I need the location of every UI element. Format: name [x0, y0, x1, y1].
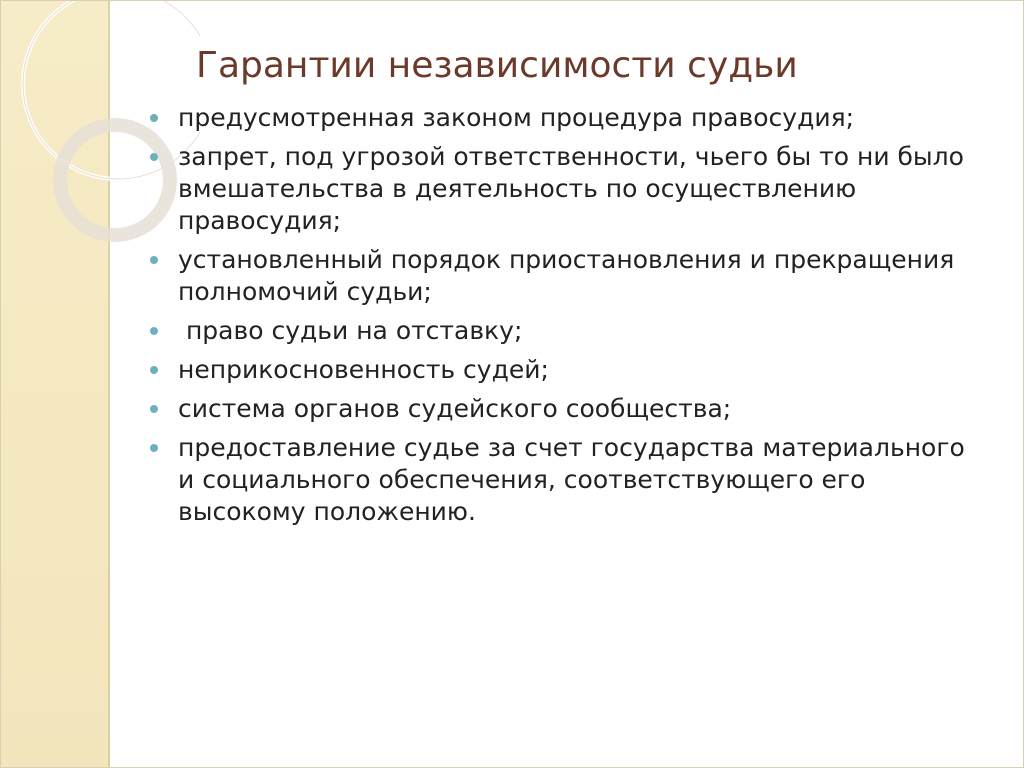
- list-item-text: неприкосновенность судей;: [178, 355, 549, 384]
- list-item-text: предусмотренная законом процедура правосудия;: [178, 103, 855, 132]
- list-item: [150, 393, 970, 425]
- list-item-text: право судьи на отставку;: [178, 316, 523, 345]
- bullet-dot-icon: [150, 366, 158, 374]
- slide-title: Гарантии независимости судьи: [196, 45, 798, 86]
- bullet-list: [150, 102, 970, 535]
- list-item: [150, 354, 970, 386]
- list-item: [150, 141, 970, 237]
- list-item-text: система органов судейского сообщества;: [178, 394, 732, 423]
- bullet-dot-icon: [150, 327, 158, 335]
- bullet-dot-icon: [150, 444, 158, 452]
- bullet-dot-icon: [150, 405, 158, 413]
- list-item-text: установленный порядок приостановления и прекращения полномочий судьи;: [178, 245, 955, 306]
- list-item: [150, 432, 970, 528]
- side-decoration-band: [0, 0, 110, 768]
- bullet-dot-icon: [150, 153, 158, 161]
- list-item-text: предоставление судье за счет государства материального и социального обеспечения, соответствующего его высокому положению.: [178, 433, 965, 526]
- list-item: [150, 102, 970, 134]
- bullet-dot-icon: [150, 256, 158, 264]
- list-item: [150, 315, 970, 347]
- list-item: [150, 244, 970, 308]
- bullet-dot-icon: [150, 114, 158, 122]
- list-item-text: запрет, под угрозой ответственности, чьего бы то ни было вмешательства в деятельность по осуществлению правосудия;: [178, 142, 964, 235]
